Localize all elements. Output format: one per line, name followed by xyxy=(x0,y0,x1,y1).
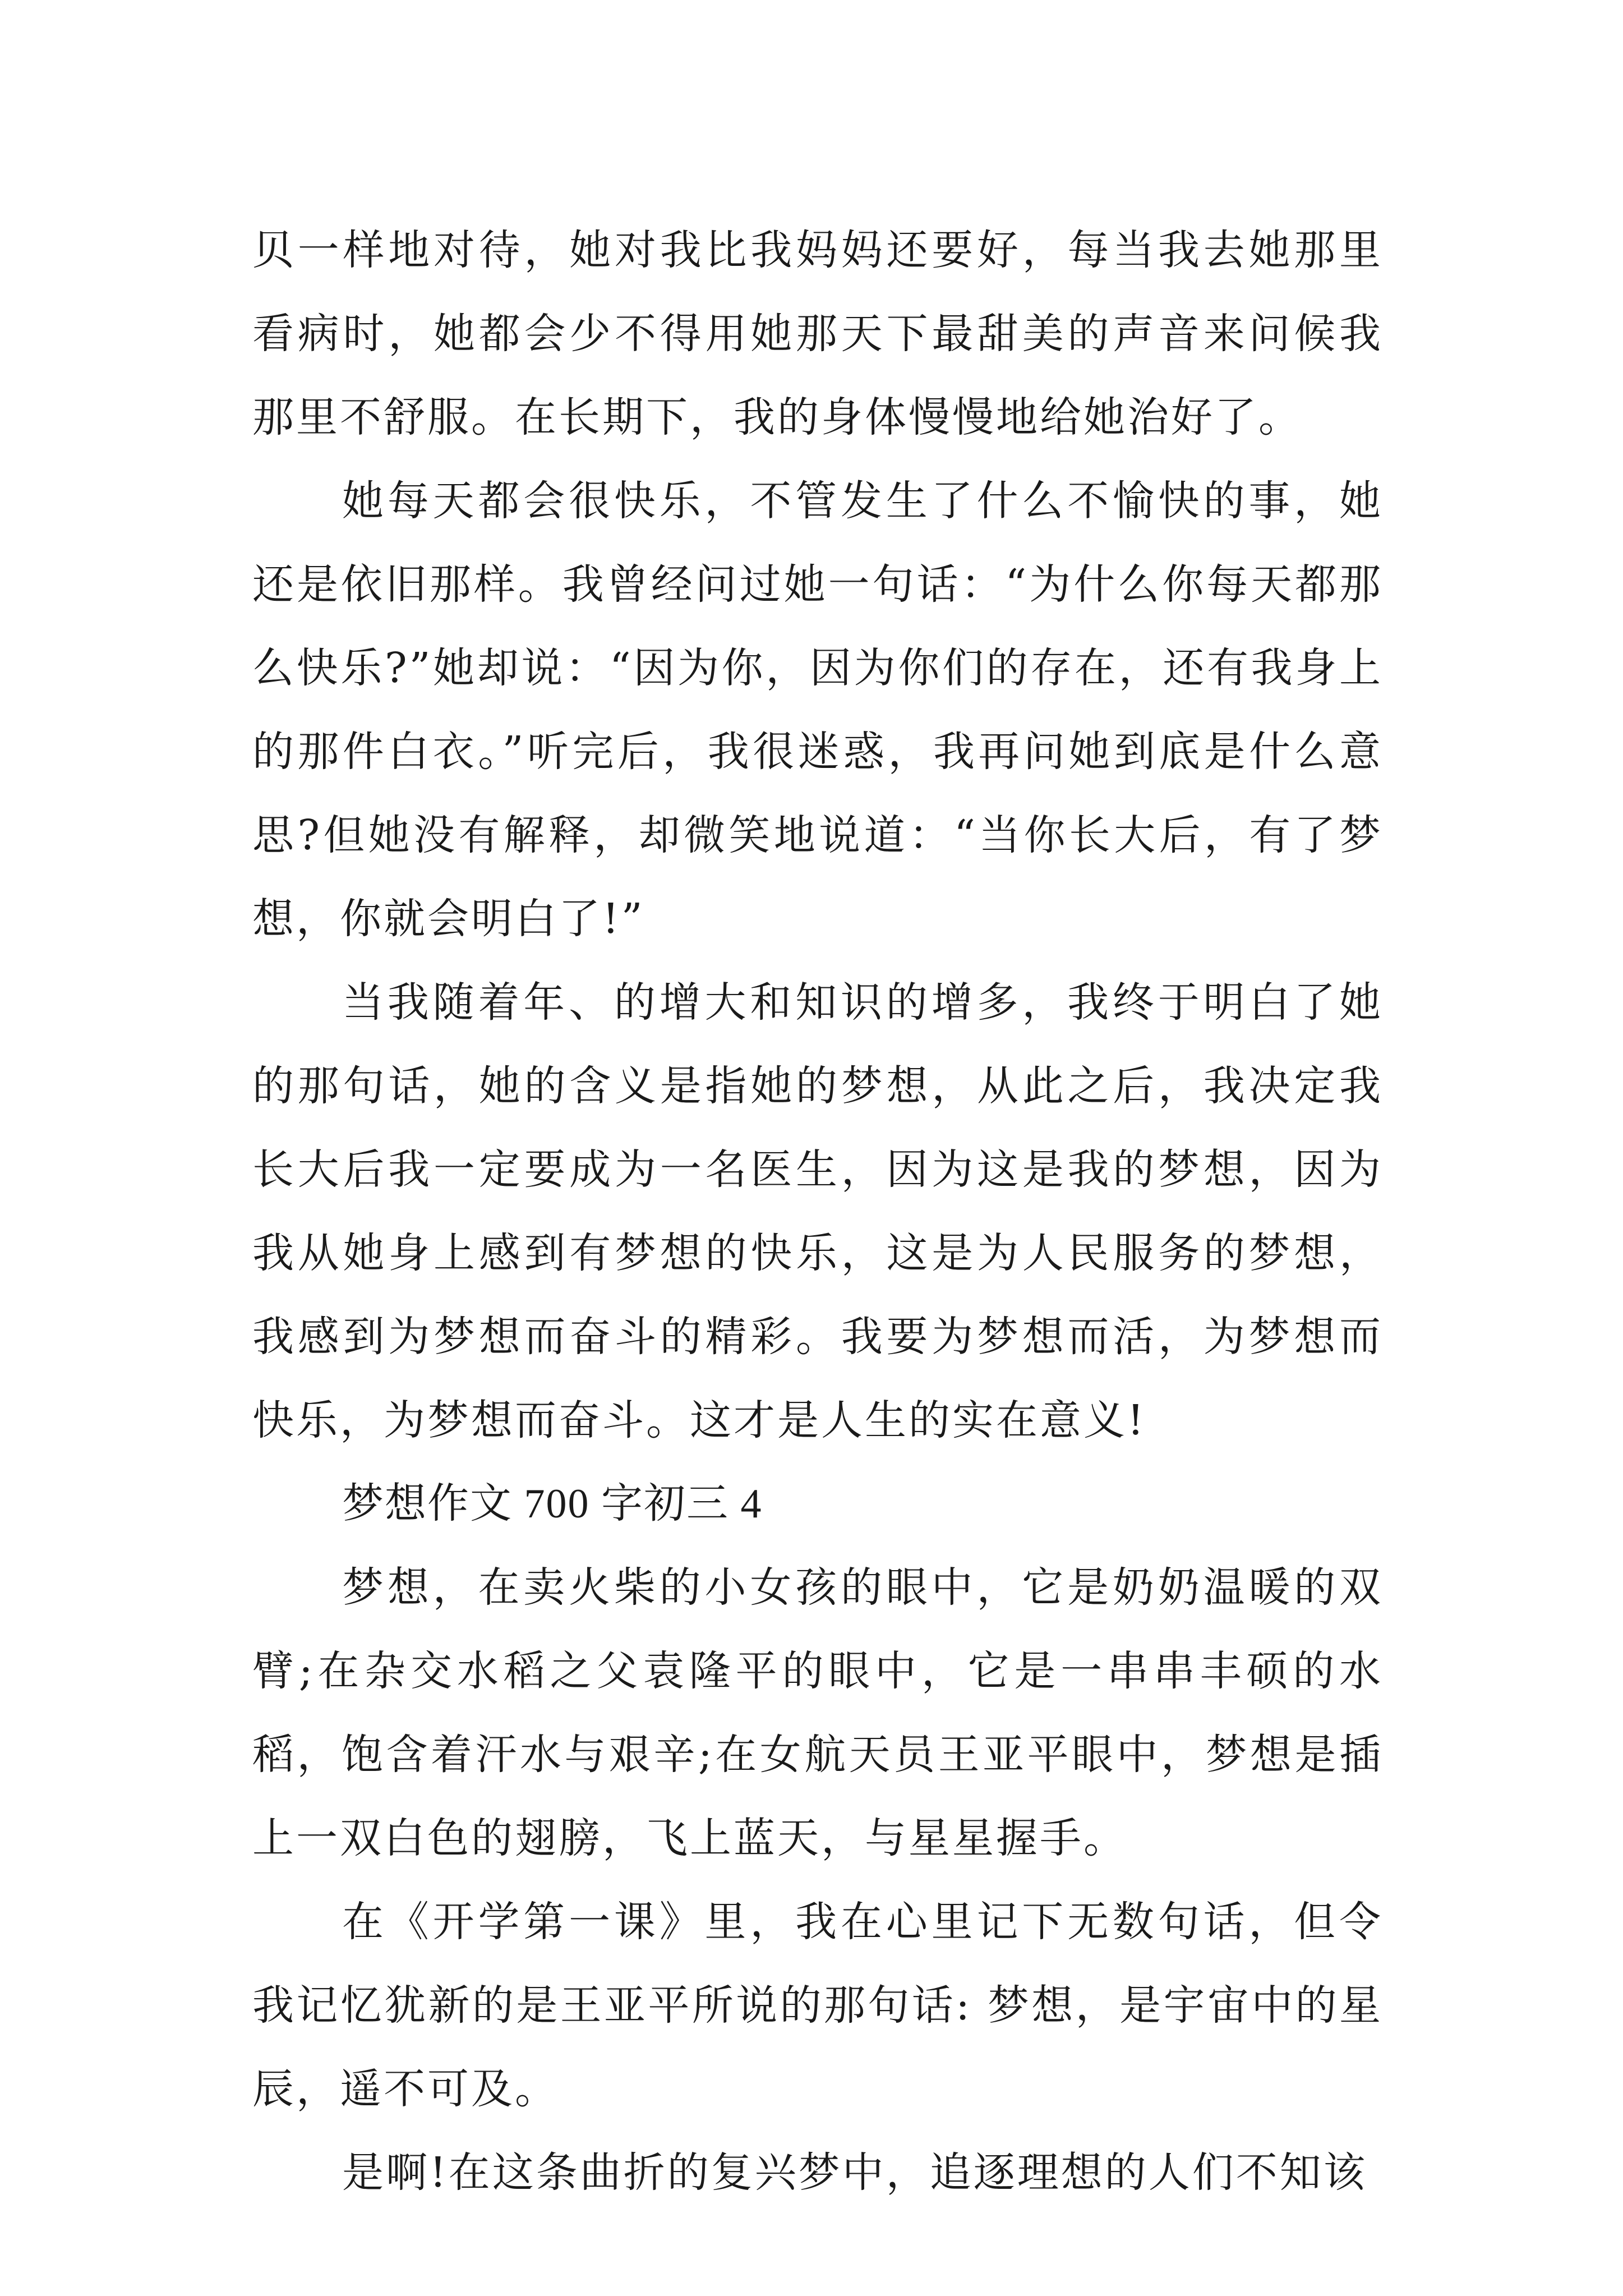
paragraph-6: 是啊!在这条曲折的复兴梦中，追逐理想的人们不知该 xyxy=(342,2148,1367,2197)
paragraph-3: 当我随着年、的增大和知识的增多，我终于明白了她的那句话，她的含义是指她的梦想，从此之后，我决定我长大后我一定要成为一名医生，因为这是我的梦想，因为我从她身上感到有梦想的快乐，这是为人民服务的梦想，我感到为梦想而奋斗的精彩。我要为梦想而活，为梦想而快乐，为梦想而奋斗。这才是人生的实在意义! xyxy=(252,978,1383,1444)
section-heading: 梦想作文 700 字初三 4 xyxy=(342,1481,763,1527)
paragraph-4: 梦想，在卖火柴的小女孩的眼中，它是奶奶温暖的双臂;在杂交水稻之父袁隆平的眼中，它是一串串丰硕的水稻，饱含着汗水与艰辛;在女航天员王亚平眼中，梦想是插上一双白色的翅膀，飞上蓝天，与星星握手。 xyxy=(252,1563,1383,1862)
paragraph-1: 贝一样地对待，她对我比我妈妈还要好，每当我去她那里看病时，她都会少不得用她那天下最甜美的声音来问候我那里不舒服。在长期下，我的身体慢慢地给她治好了。 xyxy=(252,226,1383,441)
paragraph-5: 在《开学第一课》里，我在心里记下无数句话，但令我记忆犹新的是王亚平所说的那句话: 梦想，是宇宙中的星辰，遥不可及。 xyxy=(252,1898,1383,2113)
document-page xyxy=(252,209,1383,2215)
paragraph-2: 她每天都会很快乐，不管发生了什么不愉快的事，她还是依旧那样。我曾经问过她一句话：“为什么你每天都那么快乐?”她却说：“因为你，因为你们的存在，还有我身上的那件白衣。”听完后，我很迷惑，我再问她到底是什么意思?但她没有解释，却微笑地说道：“当你长大后，有了梦想，你就会明白了!” xyxy=(252,477,1383,943)
